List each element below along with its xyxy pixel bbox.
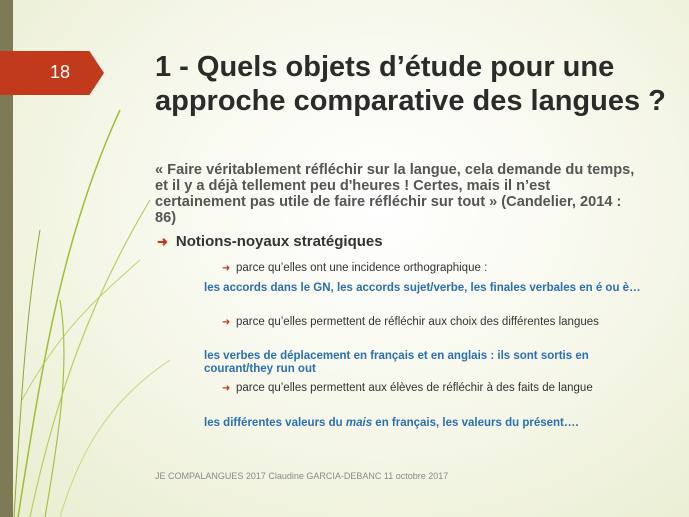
sub-bullet-label: parce qu’elles ont une incidence orthographique : bbox=[236, 262, 488, 274]
example-2: les verbes de déplacement en français et en anglais : ils sont sortis en courant/they run out bbox=[204, 350, 589, 375]
quote-text: « Faire véritablement réfléchir sur la langue, cela demande du temps, et il y a déjà tellement peu d'heures ! Certes, mais il n’est certainement pas utile de faire réfléchir sur tout » (Candelier, 2014 : 86) bbox=[155, 162, 635, 226]
sub-bullet-3 bbox=[222, 382, 656, 395]
example-1: les accords dans le GN, les accords sujet/verbe, les finales verbales en é ou è… bbox=[204, 282, 641, 294]
example-3-part: les différentes valeurs du bbox=[204, 417, 346, 429]
footer: JE COMPALANGUES 2017 Claudine GARCIA-DEBANC 11 octobre 2017 bbox=[155, 471, 449, 481]
slide-title: 1 - Quels objets d’étude pour une approche comparative des langues ? bbox=[155, 51, 666, 117]
example-3-italic: mais bbox=[345, 417, 373, 429]
sub-bullet-1 bbox=[222, 262, 656, 275]
main-bullet bbox=[157, 233, 383, 250]
sub-bullet-2 bbox=[222, 316, 636, 329]
main-bullet-label: Notions-noyaux stratégiques bbox=[175, 233, 383, 250]
example-3 bbox=[204, 417, 644, 430]
sub-bullet-label: parce qu’elles permettent aux élèves de réfléchir à des faits de langue bbox=[236, 382, 593, 394]
slide-number: 18 bbox=[50, 62, 71, 82]
arrow-bullet-icon: ➜ bbox=[222, 263, 231, 274]
arrow-bullet-icon: ➜ bbox=[157, 234, 168, 249]
example-3-part: en français, les valeurs du présent…. bbox=[372, 417, 579, 429]
arrow-bullet-icon: ➜ bbox=[222, 317, 231, 328]
arrow-bullet-icon: ➜ bbox=[222, 383, 231, 394]
sub-bullet-label: parce qu’elles permettent de réfléchir aux choix des différentes langues bbox=[236, 316, 599, 328]
